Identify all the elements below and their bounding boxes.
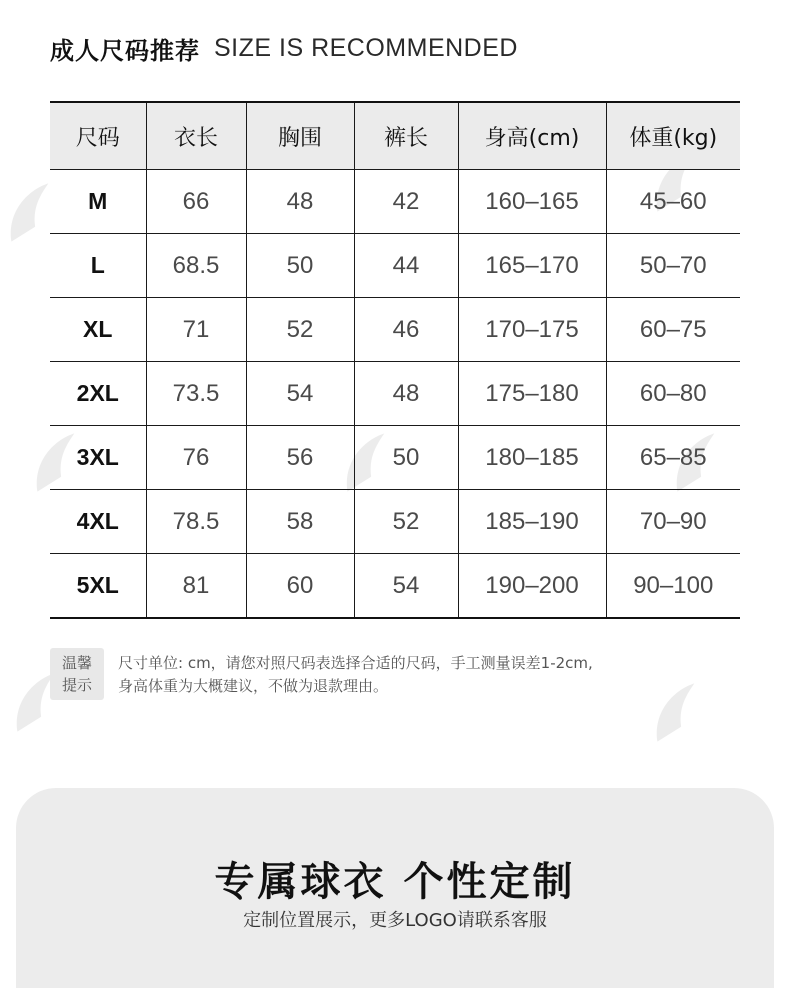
- note-text: [118, 648, 593, 698]
- header-size: 尺码: [50, 102, 146, 170]
- height-cell: 180–185: [458, 426, 606, 490]
- header-weight: 体重(kg): [606, 102, 740, 170]
- length-cell: 66: [146, 170, 246, 234]
- length-cell: 78.5: [146, 490, 246, 554]
- table-row: [50, 554, 740, 619]
- header-pants-length: 裤长: [354, 102, 458, 170]
- weight-cell: 50–70: [606, 234, 740, 298]
- length-cell: 71: [146, 298, 246, 362]
- weight-cell: 60–80: [606, 362, 740, 426]
- custom-section: [16, 788, 774, 988]
- pants-length-cell: 52: [354, 490, 458, 554]
- pants-length-cell: 50: [354, 426, 458, 490]
- table-row: [50, 490, 740, 554]
- note-badge-line1: 温馨: [61, 654, 92, 672]
- note-line1: 尺寸单位: cm，请您对照尺码表选择合适的尺码，手工测量误差1-2cm,: [118, 654, 593, 672]
- weight-cell: 65–85: [606, 426, 740, 490]
- note-badge: [50, 648, 104, 700]
- watermark-brand-logo-icon: [633, 676, 716, 749]
- pants-length-cell: 44: [354, 234, 458, 298]
- custom-subtitle: 定制位置展示，更多LOGO请联系客服: [243, 910, 547, 931]
- chest-cell: 56: [246, 426, 354, 490]
- table-row: [50, 234, 740, 298]
- table-row: [50, 170, 740, 234]
- size-cell: 3XL: [50, 426, 146, 490]
- height-cell: 185–190: [458, 490, 606, 554]
- header-chest: 胸围: [246, 102, 354, 170]
- size-cell: M: [50, 170, 146, 234]
- chest-cell: 50: [246, 234, 354, 298]
- height-cell: 160–165: [458, 170, 606, 234]
- pants-length-cell: 42: [354, 170, 458, 234]
- page-title-en: SIZE IS RECOMMENDED: [214, 33, 518, 62]
- custom-title: 专属球衣 个性定制: [214, 859, 576, 905]
- size-cell: XL: [50, 298, 146, 362]
- page-title-cn: 成人尺码推荐: [50, 36, 200, 65]
- chest-cell: 52: [246, 298, 354, 362]
- weight-cell: 60–75: [606, 298, 740, 362]
- table-row: [50, 298, 740, 362]
- chest-cell: 58: [246, 490, 354, 554]
- weight-cell: 90–100: [606, 554, 740, 619]
- length-cell: 68.5: [146, 234, 246, 298]
- height-cell: 165–170: [458, 234, 606, 298]
- pants-length-cell: 54: [354, 554, 458, 619]
- height-cell: 175–180: [458, 362, 606, 426]
- size-cell: 5XL: [50, 554, 146, 619]
- length-cell: 81: [146, 554, 246, 619]
- size-note: [50, 648, 593, 700]
- weight-cell: 70–90: [606, 490, 740, 554]
- header-length: 衣长: [146, 102, 246, 170]
- chest-cell: 60: [246, 554, 354, 619]
- length-cell: 73.5: [146, 362, 246, 426]
- table-header-row: [50, 102, 740, 170]
- note-badge-line2: 提示: [61, 676, 92, 694]
- table-row: [50, 426, 740, 490]
- page-title: [50, 30, 518, 66]
- height-cell: 170–175: [458, 298, 606, 362]
- size-cell: 2XL: [50, 362, 146, 426]
- height-cell: 190–200: [458, 554, 606, 619]
- size-cell: 4XL: [50, 490, 146, 554]
- chest-cell: 48: [246, 170, 354, 234]
- pants-length-cell: 46: [354, 298, 458, 362]
- note-line2: 身高体重为大概建议，不做为退款理由。: [118, 677, 389, 695]
- size-cell: L: [50, 234, 146, 298]
- pants-length-cell: 48: [354, 362, 458, 426]
- chest-cell: 54: [246, 362, 354, 426]
- weight-cell: 45–60: [606, 170, 740, 234]
- table-row: [50, 362, 740, 426]
- size-chart-table: [50, 101, 740, 619]
- header-height: 身高(cm): [458, 102, 606, 170]
- length-cell: 76: [146, 426, 246, 490]
